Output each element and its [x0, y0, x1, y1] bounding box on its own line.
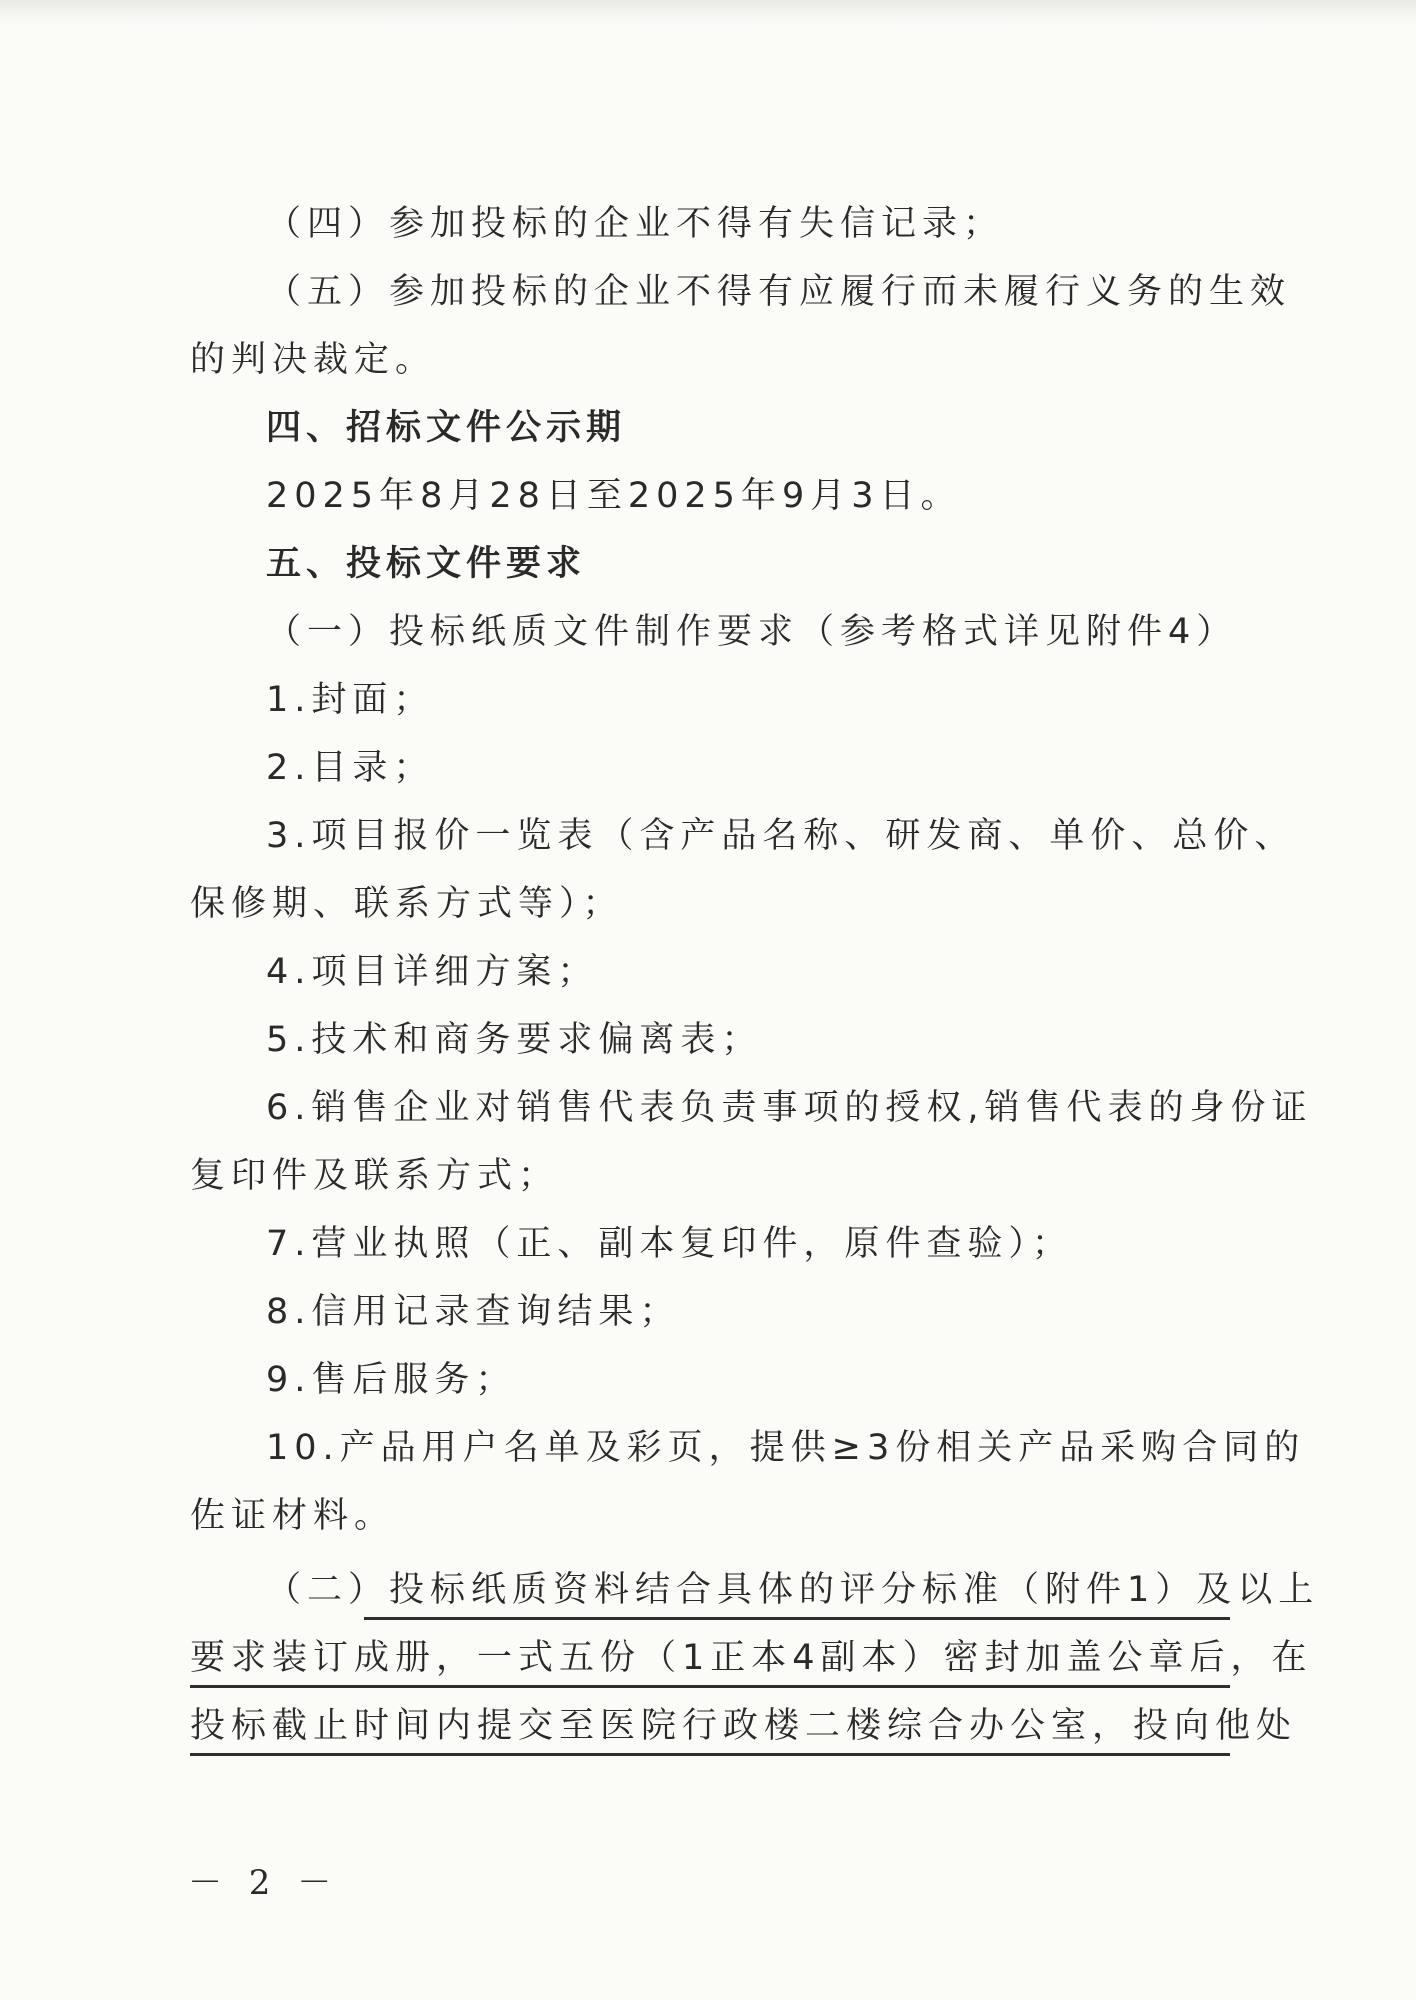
- scan-edge-shadow: [0, 0, 1416, 26]
- underlined-paragraph-line: 投标截止时间内提交至医院行政楼二楼综合办公室，投向他处: [190, 1706, 1298, 1746]
- list-item: 5.技术和商务要求偏离表；: [266, 1020, 763, 1060]
- list-item: 6.销售企业对销售代表负责事项的授权,销售代表的身份证: [266, 1088, 1313, 1128]
- paragraph-line: （四）参加投标的企业不得有失信记录；: [266, 204, 1005, 244]
- list-item: 9.售后服务；: [266, 1360, 517, 1400]
- underline-rule: [190, 1685, 1230, 1688]
- list-item: 保修期、联系方式等）；: [190, 884, 624, 924]
- list-item: 10.产品用户名单及彩页，提供≥3份相关产品采购合同的: [266, 1428, 1306, 1468]
- list-item: 佐证材料。: [190, 1496, 396, 1536]
- list-item: 3.项目报价一览表（含产品名称、研发商、单价、总价、: [266, 816, 1296, 856]
- underlined-paragraph-line: 要求装订成册，一式五份（1正本4副本）密封加盖公章后，在: [190, 1638, 1313, 1678]
- section-heading: 四、招标文件公示期: [266, 408, 627, 448]
- paragraph-line: 的判决裁定。: [190, 340, 437, 380]
- underline-rule: [364, 1617, 1230, 1620]
- list-item: 1.封面；: [266, 680, 435, 720]
- page-number: － 2 －: [188, 1863, 340, 1903]
- list-item: 复印件及联系方式；: [190, 1156, 560, 1196]
- list-item: 8.信用记录查询结果；: [266, 1292, 681, 1332]
- underline-rule: [190, 1753, 1230, 1756]
- list-item: 7.营业执照（正、副本复印件，原件查验）；: [266, 1224, 1073, 1264]
- list-item: 2.目录；: [266, 748, 435, 788]
- paragraph-line: （五）参加投标的企业不得有应履行而未履行义务的生效: [266, 272, 1292, 312]
- underlined-paragraph-line: （二）投标纸质资料结合具体的评分标准（附件1）及以上: [266, 1570, 1320, 1610]
- paragraph-line: 2025年8月28日至2025年9月3日。: [266, 476, 962, 516]
- paragraph-line: （一）投标纸质文件制作要求（参考格式详见附件4）: [266, 612, 1238, 652]
- list-item: 4.项目详细方案；: [266, 952, 599, 992]
- section-heading: 五、投标文件要求: [266, 544, 587, 584]
